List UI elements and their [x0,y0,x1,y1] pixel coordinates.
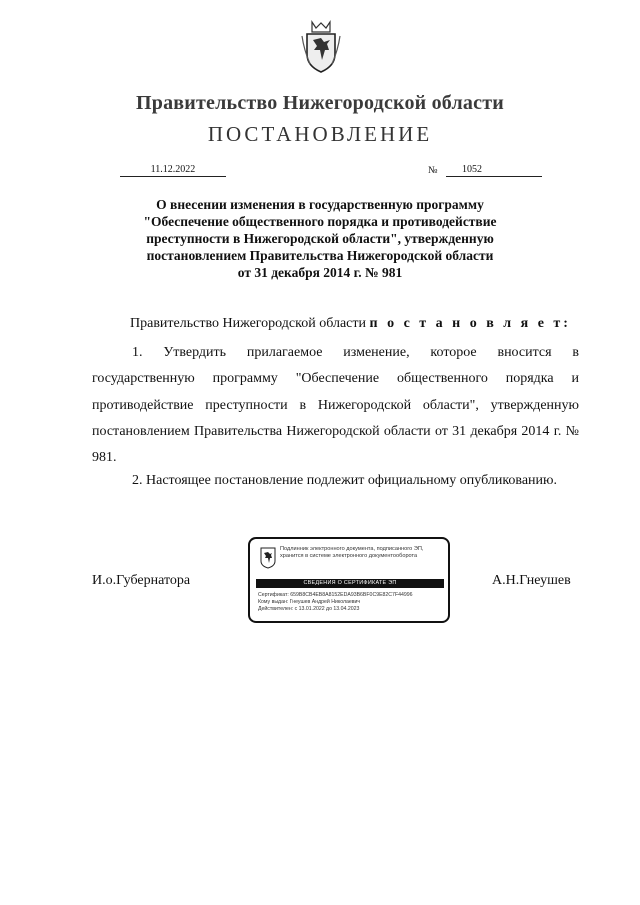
subject-line: от 31 декабря 2014 г. № 981 [237,265,403,280]
document-number-field [446,164,542,177]
subject-line: "Обеспечение общественного порядка и противодействие [143,214,497,229]
stamp-valid: Действителен: с 13.01.2022 до 13.04.2023 [258,606,360,612]
subject-line: О внесении изменения в государственную программу [156,197,484,212]
paragraph-2: 2. Настоящее постановление подлежит официальному опубликованию. [132,473,557,488]
stamp-header-line: Подлинник электронного документа, подписанного ЭП, [280,546,424,552]
document-subject [0,196,640,281]
document-number: 1052 [462,164,482,175]
document-date: 11.12.2022 [120,164,226,177]
electronic-signature-stamp [248,537,450,623]
stamp-issued-to: Кому выдан: Гнеушев Андрей Николаевич [258,599,361,605]
stamp-header-line: хранится в системе электронного документооборота [280,553,418,559]
deer-emblem-icon [260,547,276,569]
preamble [130,316,571,332]
signer-name: А.Н.Гнеушев [492,573,571,588]
stamp-title-bar: СВЕДЕНИЯ О СЕРТИФИКАТЕ ЭП [256,579,444,588]
document-type: ПОСТАНОВЛЕНИЕ [207,122,433,146]
subject-line: преступности в Нижегородской области", утвержденную [146,231,494,246]
number-sign: № [428,165,438,176]
subject-line: постановлением Правительства Нижегородской области [146,248,494,263]
signer-role: И.о.Губернатора [92,573,191,588]
preamble-verb: п о с т а н о в л я е т: [369,316,571,331]
stamp-header [280,546,444,560]
stamp-certificate-info [258,592,413,613]
preamble-text: Правительство Нижегородской области [130,316,366,331]
paragraph-1: 1. Утвердить прилагаемое изменение, которое вносится в государственную программу "Обеспечение общественного порядка и противодействие преступности в Нижегородской области", утвержденную постановлением Правительства Нижегородской области от 31 декабря 2014 г. № 981. [92,345,579,466]
coat-of-arms-icon [300,20,342,74]
stamp-certificate: Сертификат: 659B8CB4EB8A8152EDA93B6BF0C9E82C7F44996 [258,592,413,598]
government-title: Правительство Нижегородской области [136,92,504,114]
